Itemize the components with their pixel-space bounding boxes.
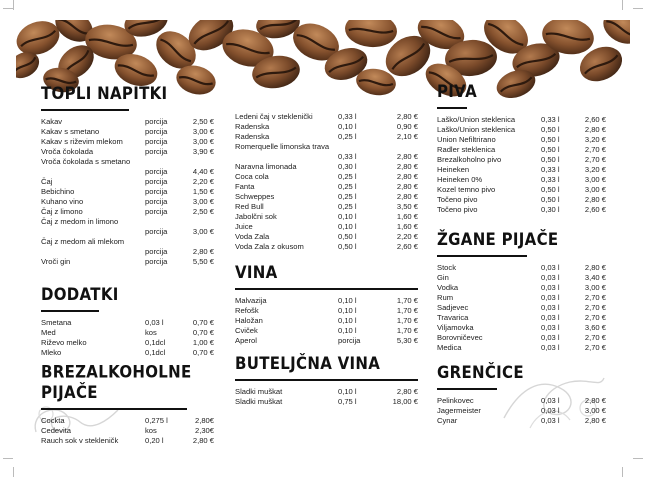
item-name: Kakav [41,117,63,126]
menu-item-row [235,242,418,252]
item-quantity: 0,10 l [338,387,357,396]
item-quantity: 0,33 l [541,165,560,174]
item-price: 1,00 € [192,338,214,347]
menu-item-row [41,187,214,197]
coffee-bean [598,20,630,50]
item-name: Cockta [41,416,65,425]
item-price: 1,70 € [396,326,418,335]
item-name: Travarica [437,313,469,322]
crop-mark [633,8,643,19]
item-price: 2,70 € [584,343,606,352]
item-name: Riževo melko [41,338,87,347]
item-quantity: 0,10 l [338,212,357,221]
item-quantity: 0,30 l [541,205,560,214]
menu-item-row [235,387,418,397]
item-price: 5,30 € [396,336,418,345]
item-price: 3,20 € [584,135,606,144]
item-quantity: porcija [145,137,168,146]
item-quantity: 0,03 l [541,283,560,292]
item-quantity: 0,1dcl [145,348,166,357]
menu-item-row [235,112,418,122]
menu-item-row [437,406,606,416]
item-price: 1,70 € [396,296,418,305]
item-quantity: porcija [145,257,168,266]
item-list [41,117,214,267]
item-price: 2,30€ [194,426,214,435]
item-price: 0,70 € [192,348,214,357]
item-price: 3,00 € [192,137,214,146]
item-price: 2,80 € [396,172,418,181]
item-name: Union Nefiltrirano [437,135,496,144]
item-price: 2,70 € [584,145,606,154]
crop-mark [622,467,633,477]
item-name: Juice [235,222,253,231]
menu-item-row [41,157,214,177]
menu-item-row [235,172,418,182]
section-underline [41,109,129,111]
item-list [235,112,418,252]
item-name: Vodka [437,283,459,292]
section-underline [41,408,187,410]
section-buteljcna-vina [235,353,418,407]
menu-item-row [437,273,606,283]
item-quantity: 0,50 l [541,145,560,154]
item-name: Laško/Union steklenica [437,115,516,124]
item-quantity: 0,33 l [338,112,357,121]
item-price: 3,00 € [584,175,606,184]
item-quantity: 0,03 l [145,318,164,327]
item-price: 3,20 € [584,165,606,174]
item-quantity: porcija [338,336,361,345]
section-title: ŽGANE PIJAČE [437,229,559,250]
section-topli-napitki [41,83,214,267]
item-quantity: porcija [145,147,168,156]
crop-mark [3,458,13,469]
menu-item-row [437,303,606,313]
menu-item-row [437,195,606,205]
menu-item-row [235,326,418,336]
item-quantity: 0,33 l [541,115,560,124]
menu-item-row [235,132,418,142]
item-name: Voda Zala [235,232,270,241]
item-price: 2,80 € [584,195,606,204]
item-name: Sladki muškat [235,387,283,396]
item-quantity: 0,03 l [541,343,560,352]
item-name: Medica [437,343,462,352]
item-name: Rauch sok v stekleničk [41,436,119,445]
item-price: 2,80 € [192,247,214,256]
menu-item-row [41,318,214,328]
item-name: Čaj [41,177,53,186]
item-quantity: 0,50 l [338,232,357,241]
menu-item-row [235,222,418,232]
menu-item-row [437,185,606,195]
item-price: 2,50 € [192,207,214,216]
item-quantity: 0,10 l [338,122,357,131]
item-price: 1,70 € [396,306,418,315]
item-quantity: 0,03 l [541,293,560,302]
item-name: Sadjevec [437,303,469,312]
item-price: 2,80 € [396,112,418,121]
menu-item-row [41,426,214,436]
item-name: Heineken 0% [437,175,483,184]
menu-item-row [41,436,214,446]
item-name: Radler steklenica [437,145,496,154]
item-name: Čaj z limono [41,207,83,216]
menu-item-row [41,117,214,127]
item-name: Refošk [235,306,259,315]
item-price: 2,70 € [584,333,606,342]
item-name: Kakav s smetano [41,127,100,136]
section-underline [235,288,418,290]
item-price: 3,00 € [584,406,606,415]
item-quantity: porcija [145,117,168,126]
section-dodatki [41,284,214,358]
menu-item-row [235,306,418,316]
section-title: BUTELJČNA VINA [235,353,381,374]
section-underline [41,310,99,312]
item-quantity: 0,25 l [338,172,357,181]
menu-item-row [437,323,606,333]
menu-item-row [235,336,418,346]
item-price: 2,20 € [192,177,214,186]
item-quantity: 0,50 l [541,125,560,134]
item-name: Cviček [235,326,258,335]
item-price: 1,60 € [396,212,418,221]
coffee-bean [344,20,399,49]
item-quantity: 0,10 l [338,316,357,325]
item-name: Kakav s riževim mlekom [41,137,123,146]
section-vina [235,262,418,346]
item-name: Pelinkovec [437,396,474,405]
item-name: Romerquelle limonska trava [235,142,330,151]
item-quantity: porcija [145,227,168,236]
section-title: PIVA [437,81,477,102]
menu-item-row [41,217,214,237]
item-quantity: 0,03 l [541,273,560,282]
item-price: 2,50 € [192,117,214,126]
menu-item-row [41,338,214,348]
item-list [437,396,606,426]
crop-mark [3,8,13,19]
item-quantity: kos [145,426,157,435]
section-zgane-pijace [437,229,606,353]
menu-item-row [41,348,214,358]
item-price: 3,60 € [584,323,606,332]
section-title: VINA [235,262,278,283]
section-underline [235,379,418,381]
item-price: 3,00 € [192,127,214,136]
menu-item-row [235,212,418,222]
item-name: Malvazija [235,296,267,305]
item-quantity: 0,50 l [541,155,560,164]
menu-item-row [41,197,214,207]
item-price: 2,20 € [396,232,418,241]
item-name: Brezalkoholno pivo [437,155,502,164]
item-quantity: 0,50 l [541,185,560,194]
menu-item-row [41,127,214,137]
menu-item-row [437,343,606,353]
menu-item-row [235,202,418,212]
item-name: Voda Zala z okusom [235,242,304,251]
item-name: Schweppes [235,192,275,201]
item-name: Točeno pivo [437,195,478,204]
section-title: TOPLI NAPITKI [41,83,168,104]
menu-item-row [235,192,418,202]
item-list [235,296,418,346]
menu-item-row [437,155,606,165]
section-brezalkoholne-pijace [41,361,214,446]
item-quantity: 0,50 l [541,135,560,144]
item-name: Rum [437,293,454,302]
item-quantity: 0,30 l [338,162,357,171]
item-quantity: 0,03 l [541,333,560,342]
menu-item-row [437,125,606,135]
item-quantity: 0,25 l [338,182,357,191]
menu-item-row [41,147,214,157]
item-name: Med [41,328,56,337]
menu-item-row [437,283,606,293]
item-list [41,318,214,358]
item-list [235,387,418,407]
item-quantity: 0,03 l [541,406,560,415]
item-name: Radenska [235,122,270,131]
item-price: 4,40 € [192,167,214,176]
item-quantity: 0,03 l [541,323,560,332]
item-price: 1,60 € [396,222,418,231]
item-quantity: 0,1dcl [145,338,166,347]
item-quantity: 0,10 l [338,306,357,315]
section-title: GRENČICE [437,362,524,383]
item-quantity: porcija [145,167,168,176]
item-quantity: kos [145,328,157,337]
menu-item-row [437,263,606,273]
section-brezalkoholne-continued [235,112,418,252]
item-name: Vroči gin [41,257,71,266]
item-name: Heineken [437,165,470,174]
item-price: 2,80 € [584,263,606,272]
item-price: 2,70 € [584,303,606,312]
item-name: Mleko [41,348,62,357]
item-name: Bebichino [41,187,75,196]
item-quantity: 0,10 l [338,296,357,305]
item-quantity: 0,50 l [338,242,357,251]
item-price: 2,80 € [584,416,606,425]
section-piva [437,81,606,215]
item-quantity: 0,33 l [541,175,560,184]
section-underline [437,255,527,257]
item-quantity: 0,275 l [145,416,168,425]
crop-mark [13,467,24,477]
menu-item-row [437,165,606,175]
item-quantity: 0,25 l [338,192,357,201]
menu-item-row [235,142,418,162]
item-price: 0,70 € [192,328,214,337]
menu-item-row [437,145,606,155]
section-underline [437,107,467,109]
item-price: 2,60 € [396,242,418,251]
item-price: 1,70 € [396,316,418,325]
menu-item-row [437,115,606,125]
item-name: Čaj z medom in limono [41,217,119,226]
item-list [437,115,606,215]
item-name: Naravna limonada [235,162,297,171]
item-quantity: porcija [145,177,168,186]
item-quantity: 0,25 l [338,132,357,141]
section-title: DODATKI [41,284,119,305]
menu-item-row [437,416,606,426]
item-quantity: porcija [145,127,168,136]
item-quantity: 0,10 l [338,326,357,335]
menu-item-row [235,162,418,172]
item-name: Ledeni čaj v steklenički [235,112,313,121]
item-quantity: porcija [145,207,168,216]
item-name: Radenska [235,132,270,141]
item-name: Cedevita [41,426,71,435]
menu-item-row [41,177,214,187]
item-price: 2,80 € [584,396,606,405]
menu-item-row [235,182,418,192]
item-name: Kuhano vino [41,197,84,206]
menu-item-row [235,316,418,326]
item-name: Coca cola [235,172,269,181]
item-price: 3,00 € [584,185,606,194]
item-price: 2,70 € [584,293,606,302]
menu-item-row [437,175,606,185]
section-underline [437,388,497,390]
menu-item-row [41,237,214,257]
item-name: Vroča čokolada s smetano [41,157,131,166]
item-name: Viljamovka [437,323,474,332]
section-title: BREZALKOHOLNE PIJAČE [41,361,192,403]
menu-page [16,20,630,457]
menu-item-row [437,333,606,343]
crop-mark [622,0,633,10]
menu-item-row [41,328,214,338]
item-name: Borovničevec [437,333,483,342]
item-name: Cynar [437,416,458,425]
item-quantity: 0,03 l [541,263,560,272]
item-name: Stock [437,263,456,272]
item-name: Haložan [235,316,263,325]
item-price: 2,80 € [396,182,418,191]
item-price: 3,00 € [192,227,214,236]
item-name: Aperol [235,336,257,345]
item-list [41,416,214,446]
menu-item-row [437,205,606,215]
menu-item-row [235,232,418,242]
item-price: 2,80€ [194,416,214,425]
menu-item-row [41,207,214,217]
item-price: 2,70 € [584,313,606,322]
menu-item-row [41,416,214,426]
menu-item-row [437,293,606,303]
item-price: 5,50 € [192,257,214,266]
item-price: 2,80 € [396,387,418,396]
item-name: Čaj z medom ali mlekom [41,237,125,246]
item-price: 3,90 € [192,147,214,156]
item-price: 18,00 € [392,397,418,406]
item-price: 2,60 € [584,115,606,124]
item-list [437,263,606,353]
item-name: Jabolčni sok [235,212,277,221]
item-name: Fanta [235,182,255,191]
item-price: 2,10 € [396,132,418,141]
item-price: 3,40 € [584,273,606,282]
menu-item-row [437,135,606,145]
item-name: Vroča čokolada [41,147,94,156]
item-price: 3,00 € [192,197,214,206]
item-price: 2,80 € [396,162,418,171]
item-quantity: 0,25 l [338,202,357,211]
item-quantity: 0,03 l [541,396,560,405]
item-quantity: porcija [145,187,168,196]
item-name: Gin [437,273,449,282]
item-name: Točeno pivo [437,205,478,214]
item-price: 3,50 € [396,202,418,211]
item-price: 2,80 € [396,152,418,161]
item-name: Sladki muškat [235,397,283,406]
item-name: Jagermeister [437,406,481,415]
menu-item-row [235,296,418,306]
item-price: 0,70 € [192,318,214,327]
item-price: 0,90 € [396,122,418,131]
item-quantity: 0,50 l [541,195,560,204]
section-grencice [437,362,606,426]
item-quantity: 0,03 l [541,416,560,425]
menu-item-row [437,313,606,323]
item-name: Kozel temno pivo [437,185,496,194]
item-quantity: 0,20 l [145,436,164,445]
item-price: 2,80 € [192,436,214,445]
item-price: 2,60 € [584,205,606,214]
item-name: Red Bull [235,202,264,211]
item-price: 2,70 € [584,155,606,164]
item-name: Smetana [41,318,72,327]
item-quantity: 0,75 l [338,397,357,406]
menu-item-row [437,396,606,406]
item-quantity: 0,03 l [541,313,560,322]
menu-item-row [41,137,214,147]
item-price: 3,00 € [584,283,606,292]
item-quantity: porcija [145,197,168,206]
item-price: 2,80 € [584,125,606,134]
menu-item-row [41,257,214,267]
item-quantity: porcija [145,247,168,256]
item-quantity: 0,33 l [338,152,357,161]
item-name: Laško/Union steklenica [437,125,516,134]
menu-item-row [235,122,418,132]
item-price: 1,50 € [192,187,214,196]
crop-mark [633,458,643,469]
crop-mark [13,0,24,10]
item-price: 2,80 € [396,192,418,201]
menu-item-row [235,397,418,407]
item-quantity: 0,03 l [541,303,560,312]
item-quantity: 0,10 l [338,222,357,231]
